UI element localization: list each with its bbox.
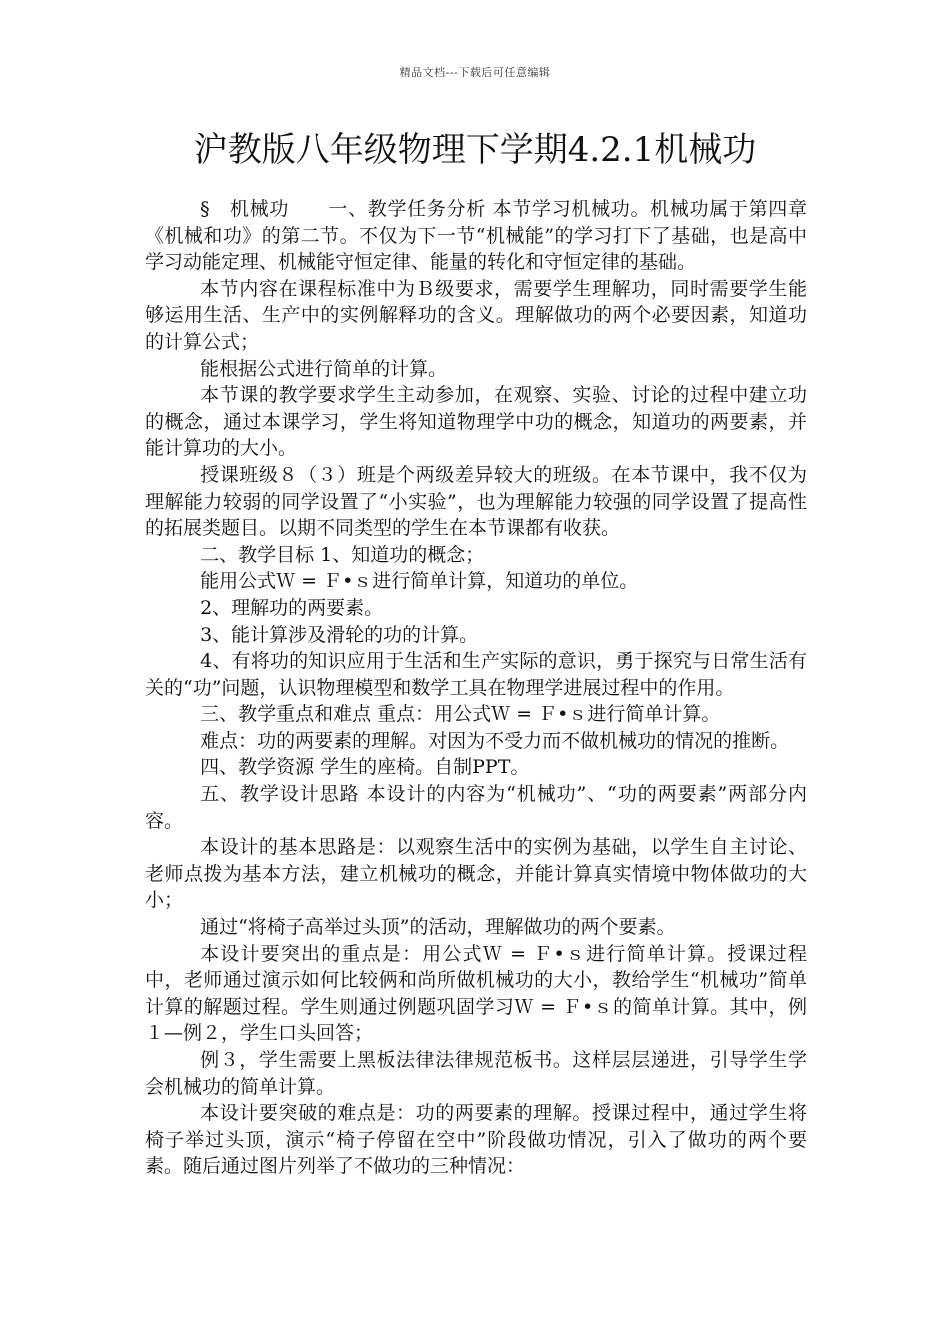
paragraph: 难点：功的两要素的理解。对因为不受力而不做机械功的情况的推断。 [200, 729, 790, 752]
paragraph: 能用公式Ｗ = Ｆ•ｓ进行简单计算，知道功的单位。 [200, 570, 639, 593]
paragraph: 例３，学生需要上黑板法律法律规范板书。这样层层递进，引导学生学会机械功的简单计算。 [145, 1049, 807, 1098]
paragraph: 2、理解功的两要素。 [200, 596, 384, 619]
paragraph: 本节内容在课程标准中为Ｂ级要求，需要学生理解功，同时需要学生能够运用生活、生产中的实例解释功的含义。理解做功的两个必要因素，知道功的计算公式； [145, 277, 807, 353]
paragraph: 本节课的教学要求学生主动参加，在观察、实验、讨论的过程中建立功的概念，通过本课学习，学生将知道物理学中功的概念，知道功的两要素，并能计算功的大小。 [145, 384, 807, 460]
paragraph: 四、教学资源 学生的座椅。自制PPT。 [200, 756, 530, 779]
paragraph: 授课班级８（３）班是个两级差异较大的班级。在本节课中，我不仅为理解能力较弱的同学设置了“小实验”，也为理解能力较强的同学设置了提高性的拓展类题目。以期不同类型的学生在本节课都有收获。 [145, 463, 807, 540]
document-body [145, 196, 807, 1180]
paragraph: 本设计要突出的重点是：用公式Ｗ = Ｆ•ｓ进行简单计算。授课过程中，老师通过演示如何比较俩和尚所做机械功的大小，教给学生“机械功”简单计算的解题过程。学生则通过例题巩固学习Ｗ = Ｆ•ｓ的简单计算。其中，例１—例２，学生口头回答； [145, 942, 807, 1045]
paragraph: 通过“将椅子高举过头顶”的活动，理解做功的两个要素。 [200, 916, 676, 939]
paragraph: 4、有将功的知识应用于生活和生产实际的意识，勇于探究与日常生活有关的“功”问题，认识物理模型和数学工具在物理学进展过程中的作用。 [145, 650, 807, 699]
paragraph: 五、教学设计思路 本设计的内容为“机械功”、“功的两要素”两部分内容。 [145, 783, 807, 832]
paragraph: § 机械功 一、教学任务分析 本节学习机械功。机械功属于第四章《机械和功》的第二节。不仅为下一节“机械能”的学习打下了基础，也是高中学习动能定理、机械能守恒定律、能量的转化和守恒定律的基础。 [145, 198, 807, 274]
paragraph: 二、教学目标 1、知道功的概念； [200, 543, 485, 566]
paragraph: 三、教学重点和难点 重点：用公式Ｗ = Ｆ•ｓ进行简单计算。 [200, 703, 721, 726]
paragraph: 3、能计算涉及滑轮的功的计算。 [200, 623, 479, 646]
document-title: 沪教版八年级物理下学期4.2.1机械功 [193, 130, 757, 170]
paragraph: 本设计要突破的难点是：功的两要素的理解。授课过程中，通过学生将椅子举过头顶，演示“椅子停留在空中”阶段做功情况，引入了做功的两个要素。随后通过图片列举了不做功的三种情况： [145, 1102, 807, 1178]
page-header-note: 精品文档---下载后可任意编辑 [399, 66, 551, 79]
paragraph: 本设计的基本思路是：以观察生活中的实例为基础，以学生自主讨论、老师点拨为基本方法，建立机械功的概念，并能计算真实情境中物体做功的大小； [145, 836, 807, 912]
paragraph: 能根据公式进行简单的计算。 [200, 357, 448, 380]
